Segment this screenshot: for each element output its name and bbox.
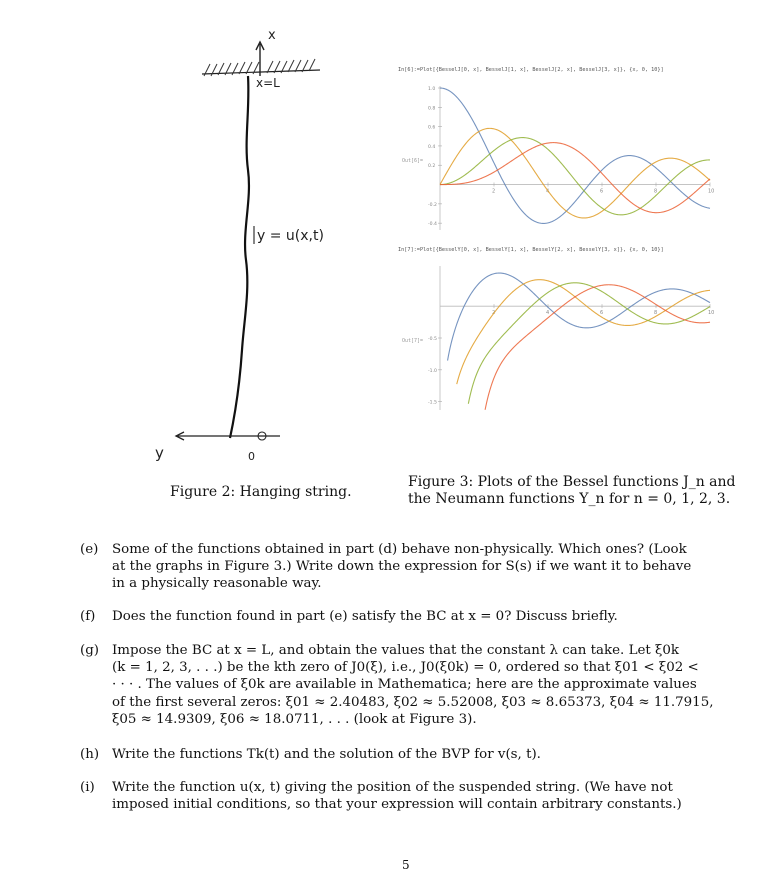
bessel-j-plot xyxy=(428,82,718,234)
plot1-out-label: Out[6]= xyxy=(402,158,424,164)
item-line: Impose the BC at x = L, and obtain the values that the constant λ can take. Let ξ0k xyxy=(112,643,680,658)
item-line: imposed initial conditions, so that your expression will contain arbitrary constants.) xyxy=(112,797,682,813)
plot1-prompt: In[6]:= xyxy=(398,67,420,73)
series-line xyxy=(457,280,710,385)
y-tick-label: -0.4 xyxy=(428,222,437,228)
y-tick-label: 1.0 xyxy=(428,87,436,92)
item-g xyxy=(80,642,722,728)
item-line: ξ05 ≈ 14.9309, ξ06 ≈ 18.0711, . . . (look at Figure 3). xyxy=(112,711,477,727)
x-tick-label: 4 xyxy=(546,310,550,317)
axis-y-label: y xyxy=(155,444,164,462)
hanging-string-sketch xyxy=(130,30,370,470)
item-line: in a physically reasonable way. xyxy=(112,576,322,592)
figure-3-caption-line1: Figure 3: Plots of the Bessel functions J_n and xyxy=(408,474,736,490)
item-label: (g) xyxy=(80,643,100,658)
item-label: (i) xyxy=(80,780,95,795)
x-tick-label: 6 xyxy=(600,188,604,195)
plot2-prompt: In[7]:= xyxy=(398,247,420,253)
y-tick-label: -1.0 xyxy=(428,368,437,374)
item-line: of the first several zeros: ξ01 ≈ 2.40483, ξ02 ≈ 5.52008, ξ03 ≈ 8.65373, ξ04 ≈ 11.7915, xyxy=(112,694,714,710)
y-tick-label: 0.6 xyxy=(428,125,436,131)
series-line xyxy=(448,273,710,361)
axis-x-label: x xyxy=(268,28,276,43)
y-tick-label: 0.8 xyxy=(428,106,436,112)
x-tick-label: 8 xyxy=(654,188,658,195)
x-tick-label: 8 xyxy=(654,310,658,317)
item-label: (h) xyxy=(80,747,100,762)
item-h xyxy=(80,746,722,763)
item-e xyxy=(80,541,722,593)
y-tick-label: -0.5 xyxy=(428,337,437,342)
page-number: 5 xyxy=(402,858,410,872)
curve-label: y = u(x,t) xyxy=(257,228,324,244)
item-label: (f) xyxy=(80,609,96,624)
x-tick-label: 6 xyxy=(600,310,604,317)
figure-3-caption-line2: the Neumann functions Y_n for n = 0, 1, 2, 3. xyxy=(408,491,731,507)
plot1-command: Plot[{BesselJ[0, x], BesselJ[1, x], BesselJ[2, x], BesselJ[3, x]}, {x, 0, 10}] xyxy=(420,67,664,73)
y-tick-label: -0.2 xyxy=(428,202,437,208)
top-boundary-label: x=L xyxy=(256,76,280,90)
item-label: (e) xyxy=(80,542,99,557)
plot2-out-label: Out[7]= xyxy=(402,338,424,344)
plot2-command: Plot[{BesselY[0, x], BesselY[1, x], BesselY[2, x], BesselY[3, x]}, {x, 0, 10}] xyxy=(420,247,664,253)
item-line: · · · . The values of ξ0k are available in Mathematica; here are the approximate values xyxy=(112,677,697,693)
item-line: Write the function u(x, t) giving the position of the suspended string. (We have not xyxy=(112,780,673,795)
y-tick-label: -1.5 xyxy=(428,400,437,406)
bessel-y-plot xyxy=(428,262,718,417)
y-tick-label: 0.2 xyxy=(428,164,436,170)
x-tick-label: 2 xyxy=(492,310,496,317)
item-line: Some of the functions obtained in part (d) behave non-physically. Which ones? (Look xyxy=(112,542,687,557)
figure-2-caption: Figure 2: Hanging string. xyxy=(170,484,352,500)
item-line: Write the functions Tk(t) and the solution of the BVP for v(s, t). xyxy=(112,747,541,762)
item-line: (k = 1, 2, 3, . . .) be the kth zero of J0(ξ), i.e., J0(ξ0k) = 0, ordered so that ξ01 < ξ02 < xyxy=(112,660,699,676)
item-f xyxy=(80,608,722,625)
origin-label: 0 xyxy=(248,450,255,463)
series-line xyxy=(468,283,710,404)
series-line xyxy=(440,88,710,223)
x-tick-label: 10 xyxy=(708,188,715,195)
x-tick-label: 10 xyxy=(708,310,715,317)
item-line: at the graphs in Figure 3.) Write down the expression for S(s) if we want it to behave xyxy=(112,559,692,575)
x-tick-label: 4 xyxy=(546,188,550,195)
y-tick-label: 0.4 xyxy=(428,144,436,150)
item-i xyxy=(80,779,722,813)
string-curve xyxy=(230,76,249,438)
item-line: Does the function found in part (e) satisfy the BC at x = 0? Discuss briefly. xyxy=(112,609,618,624)
x-tick-label: 2 xyxy=(492,188,496,195)
series-line xyxy=(440,128,710,218)
